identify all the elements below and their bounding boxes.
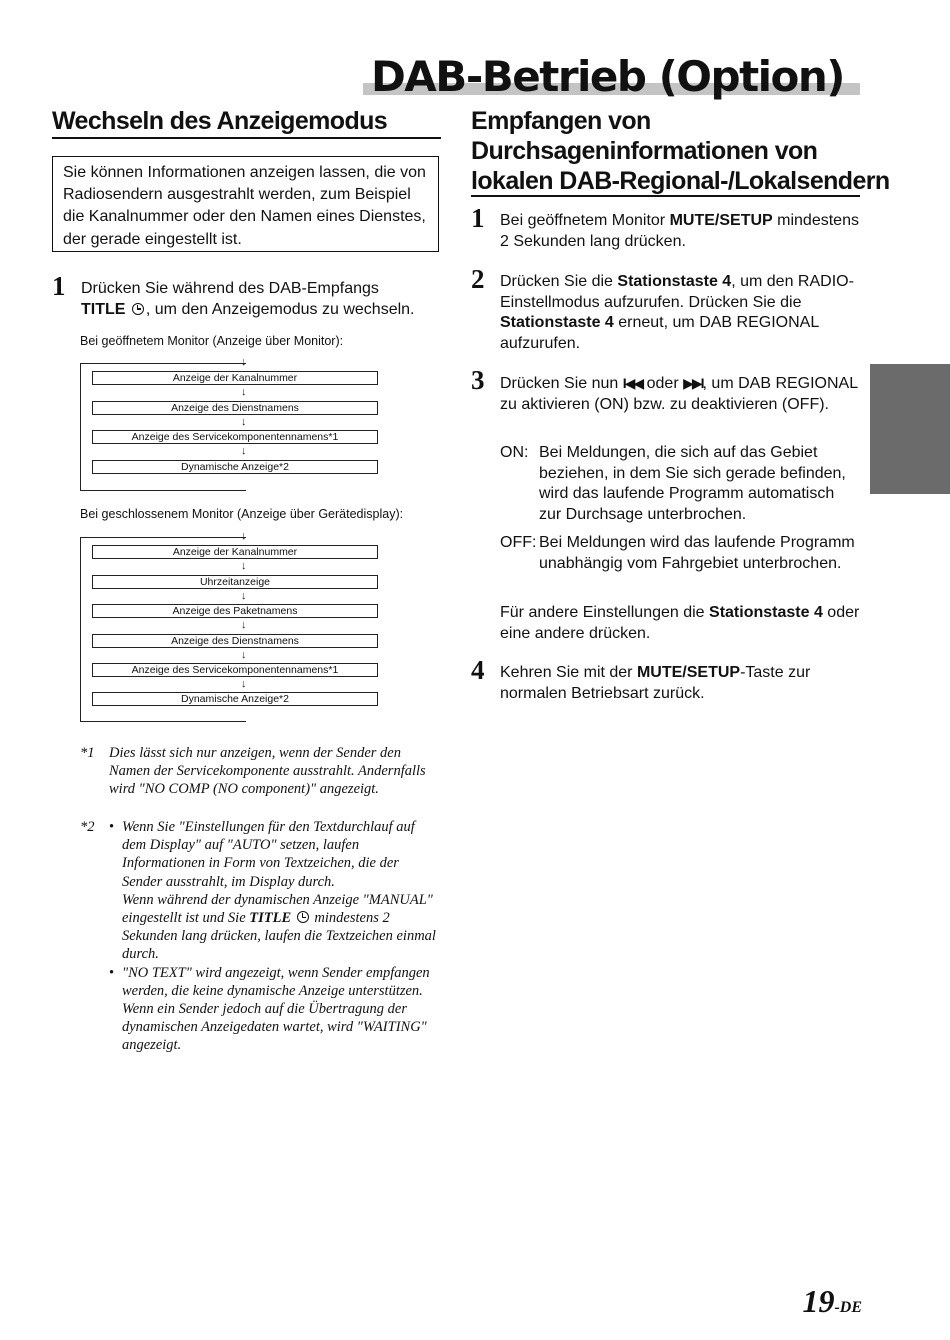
left-step-1-line1: Drücken Sie während des DAB-Empfangs <box>81 280 379 297</box>
diagram-open-caption: Bei geöffnetem Monitor (Anzeige über Monitor): <box>80 334 344 348</box>
diagram-closed-item: Dynamische Anzeige*2 <box>92 692 378 706</box>
right-heading <box>471 106 890 196</box>
right-step-4-text <box>500 663 860 704</box>
footnote-2-bullet-1 <box>109 818 442 964</box>
station-key-4: Stationstaste 4 <box>709 604 823 621</box>
down-arrow-icon: ↓ <box>241 530 247 542</box>
footnote-2-bullet-2 <box>109 964 442 1055</box>
left-step-1-line2: , um den Anzeigemodus zu wechseln. <box>145 300 415 318</box>
right-step-3-text <box>500 373 860 415</box>
down-arrow-icon: ↓ <box>241 649 247 661</box>
right-step-1-text <box>500 211 860 252</box>
diagram-open-item: Anzeige des Dienstnamens <box>92 401 378 415</box>
on-text: Bei Meldungen, die sich auf das Gebiet beziehen, in dem Sie sich gerade befinden, wird das laufende Programm automatisch zur Durchsage unterbrochen. <box>539 444 846 523</box>
off-option <box>500 533 860 574</box>
down-arrow-icon: ↓ <box>241 560 247 572</box>
right-heading-line-3: lokalen DAB-Regional-/Lokalsendern <box>471 167 890 195</box>
page-number-suffix: -DE <box>834 1299 862 1316</box>
right-step-4-post: -Taste zur normalen Betriebsart zurück. <box>500 664 811 702</box>
right-step-2-pre: Drücken Sie die <box>500 273 618 290</box>
footnote-2-b2: "NO TEXT" wird angezeigt, wenn Sender empfangen werden, die keine dynamische Anzeige unterstützen. Wenn ein Sender jedoch auf die Übertragung der dynamischen Anzeigedaten wartet, wird "WAITING" angezeigt. <box>122 964 430 1054</box>
right-step-1-pre: Bei geöffnetem Monitor <box>500 212 670 229</box>
page-number-value: 19 <box>802 1283 835 1319</box>
footnote-2-b1-b-post: mindestens 2 Sekunden lang drücken, laufen die Textzeichen einmal durch. <box>122 910 436 963</box>
diagram-closed-item: Uhrzeitanzeige <box>92 575 378 589</box>
footnote-1 <box>80 744 440 799</box>
footnote-2-b1-b <box>122 891 442 964</box>
left-heading-rule <box>52 137 441 139</box>
footnote-1-mark: *1 <box>80 745 95 761</box>
right-step-3-pre: Drücken Sie nun <box>500 375 623 392</box>
down-arrow-icon: ↓ <box>241 445 247 457</box>
other-settings-text <box>500 603 860 644</box>
footnote-1-text: Dies lässt sich nur anzeigen, wenn der Sender den Namen der Servicekomponente ausstrahlt. Andernfalls wird "NO COMP (NO component)" angezeigt. <box>109 745 426 798</box>
right-step-2-text <box>500 272 862 354</box>
right-step-1-post: mindestens 2 Sekunden lang drücken. <box>500 212 859 250</box>
right-step-2-number: 2 <box>471 264 485 294</box>
right-step-2-post: erneut, um DAB REGIONAL aufzurufen. <box>500 314 819 352</box>
clock-icon <box>132 303 144 315</box>
diagram-closed-caption: Bei geschlossenem Monitor (Anzeige über Gerätedisplay): <box>80 507 404 521</box>
off-text: Bei Meldungen wird das laufende Programm unabhängig vom Fahrgebiet unterbrochen. <box>539 534 855 572</box>
clock-icon <box>297 911 309 923</box>
footnote-2-b1-a: Wenn Sie "Einstellungen für den Textdurchlauf auf dem Display" auf "AUTO" setzen, laufen Informationen in Form von Textzeichen, die der Sender ausstrahlt, im Display durch. <box>122 819 415 890</box>
on-option <box>500 443 860 525</box>
down-arrow-icon: ↓ <box>241 590 247 602</box>
title-key-label: TITLE <box>81 300 126 318</box>
down-arrow-icon: ↓ <box>241 619 247 631</box>
intro-box: Sie können Informationen anzeigen lassen, die von Radiosendern ausgestrahlt werden, zum Beispiel die Kanalnummer oder den Namen eines Dienstes, der gerade eingestellt ist. <box>52 156 439 252</box>
diagram-closed-item: Anzeige des Dienstnamens <box>92 634 378 648</box>
right-heading-line-2: Durchsageninformationen von <box>471 137 818 165</box>
left-heading: Wechseln des Anzeigemodus <box>52 107 388 135</box>
left-step-1-text <box>81 279 441 320</box>
right-step-1-number: 1 <box>471 203 485 233</box>
page-title: DAB-Betrieb (Option) <box>370 52 844 101</box>
diagram-open-item: Dynamische Anzeige*2 <box>92 460 378 474</box>
diagram-open-item: Anzeige des Servicekomponentennamens*1 <box>92 430 378 444</box>
right-step-3-post: , um DAB REGIONAL zu aktivieren (ON) bzw. zu deaktivieren (OFF). <box>500 375 858 413</box>
page-number <box>802 1283 862 1320</box>
on-label: ON: <box>500 444 529 461</box>
left-step-1-number: 1 <box>52 271 66 301</box>
footnote-2-mark: *2 <box>80 819 95 835</box>
right-heading-rule <box>471 195 860 197</box>
skip-forward-icon: ▶▶I <box>683 375 703 391</box>
bullet-icon: • <box>109 964 115 981</box>
off-label: OFF: <box>500 534 537 551</box>
down-arrow-icon: ↓ <box>241 416 247 428</box>
right-step-4-number: 4 <box>471 655 485 685</box>
diagram-closed-item: Anzeige der Kanalnummer <box>92 545 378 559</box>
right-step-4-pre: Kehren Sie mit der <box>500 664 637 681</box>
diagram-closed-item: Anzeige des Paketnamens <box>92 604 378 618</box>
down-arrow-icon: ↓ <box>241 356 247 368</box>
right-step-3-or: oder <box>642 375 684 392</box>
right-step-2-mid: , um den RADIO-Einstellmodus aufzurufen. Drücken Sie die <box>500 273 854 311</box>
other-post: oder eine andere drücken. <box>500 604 860 642</box>
diagram-open-item: Anzeige der Kanalnummer <box>92 371 378 385</box>
down-arrow-icon: ↓ <box>241 678 247 690</box>
section-tab <box>870 364 950 494</box>
diagram-open <box>80 356 390 491</box>
mute-setup-key: MUTE/SETUP <box>669 212 773 229</box>
bullet-icon: • <box>109 819 115 835</box>
down-arrow-icon: ↓ <box>241 386 247 398</box>
other-pre: Für andere Einstellungen die <box>500 604 710 621</box>
mute-setup-key: MUTE/SETUP <box>636 664 741 681</box>
diagram-closed-item: Anzeige des Servicekomponentennamens*1 <box>92 663 378 677</box>
skip-back-icon: I◀◀ <box>622 375 643 391</box>
station-key-4: Stationstaste 4 <box>500 314 614 331</box>
footnote-2-b1-b-pre: Wenn während der dynamischen Anzeige "MANUAL" eingestellt ist und Sie <box>122 891 433 927</box>
station-key-4: Stationstaste 4 <box>617 273 732 290</box>
footnote-2 <box>80 818 442 1055</box>
right-heading-line-1: Empfangen von <box>471 107 651 135</box>
footnote-title-key: TITLE <box>249 910 292 927</box>
right-step-3-number: 3 <box>471 365 485 395</box>
diagram-closed <box>80 530 390 722</box>
